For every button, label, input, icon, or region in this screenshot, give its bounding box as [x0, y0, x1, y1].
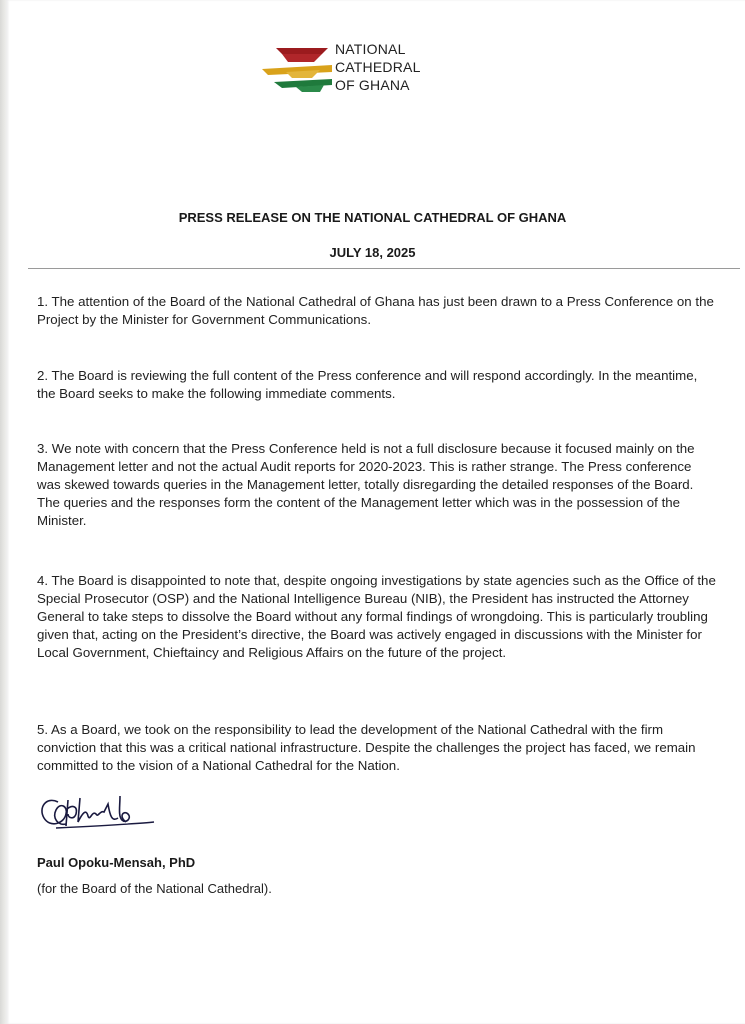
logo-wordmark [335, 40, 421, 94]
header-divider [28, 268, 740, 269]
logo-line-2: CATHEDRAL [335, 59, 421, 75]
press-release-date: JULY 18, 2025 [329, 245, 416, 260]
signatory-name: Paul Opoku-Mensah, PhD [37, 855, 196, 870]
national-cathedral-logo [262, 40, 442, 100]
paragraph-5: 5. As a Board, we took on the responsibility to lead the development of the National Cathedral with the firm conviction that this was a critical national infrastructure. Despite the challenges the project has faced, we remain committed to the vision of a National Cathedral for the Nation. [37, 722, 696, 773]
paragraph-4: 4. The Board is disappointed to note that, despite ongoing investigations by state agencies such as the Office of the Special Prosecutor (OSP) and the National Intelligence Bureau (NIB), the President has instructed the Attorney General to take steps to dissolve the Board without any formal findings of wrongdoing. This is particularly troubling given that, acting on the President’s directive, the Board was actively engaged in discussions with the Minister for Local Government, Chieftaincy and Religious Affairs on the future of the project. [37, 573, 716, 660]
logo-line-3: OF GHANA [335, 77, 410, 93]
press-release-title: PRESS RELEASE ON THE NATIONAL CATHEDRAL OF GHANA [178, 210, 567, 225]
logo-line-1: NATIONAL [335, 41, 406, 57]
paragraph-2: 2. The Board is reviewing the full content of the Press conference and will respond accordingly. In the meantime, the Board seeks to make the following immediate comments. [37, 368, 698, 401]
paragraph-1: 1. The attention of the Board of the National Cathedral of Ghana has just been drawn to a Press Conference on the Project by the Minister for Government Communications. [37, 294, 714, 327]
cathedral-logo-mark-icon [262, 42, 334, 98]
handwritten-signature [36, 788, 166, 838]
paragraph-3: 3. We note with concern that the Press Conference held is not a full disclosure because it focused mainly on the Management letter and not the actual Audit reports for 2020-2023. This is rather strange. The Press conference was skewed towards queries in the Management letter, totally disregarding the detailed responses of the Board. The queries and the responses form the content of the Management letter which was in the possession of the Minister. [37, 441, 695, 528]
signatory-role: (for the Board of the National Cathedral). [37, 881, 272, 896]
